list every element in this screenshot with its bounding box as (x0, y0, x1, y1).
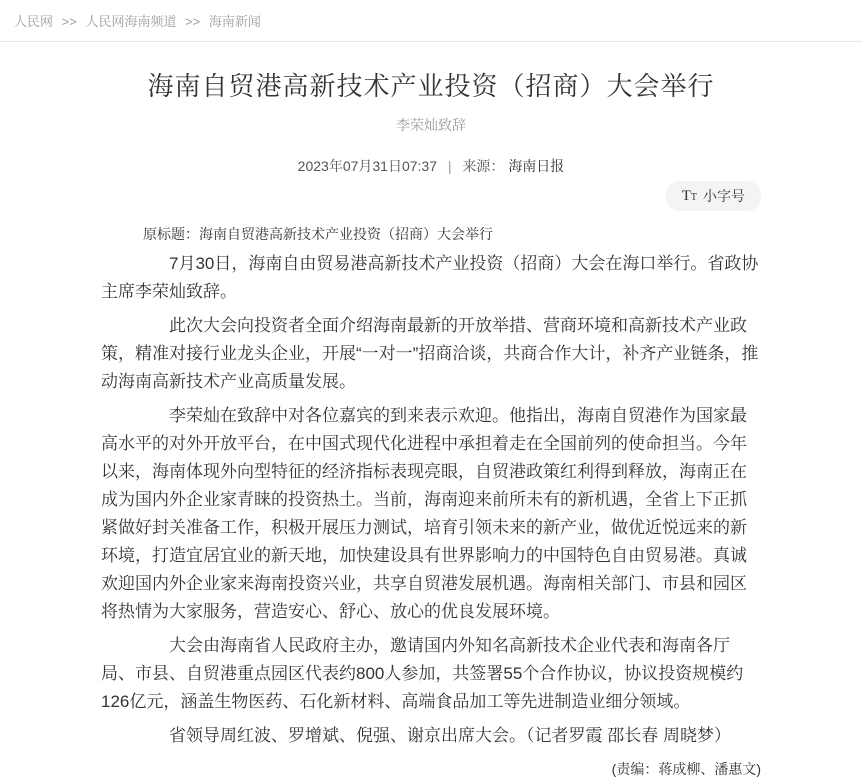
original-title-label: 原标题： (143, 226, 199, 242)
article-body (101, 250, 761, 750)
source-label: 来源： (462, 158, 505, 174)
editor-note: (责编：蒋成柳、潘惠文) (611, 761, 761, 777)
article-paragraph: 大会由海南省人民政府主办，邀请国内外知名高新技术企业代表和海南各厅局、市县、自贸港重点园区代表约800人参加，共签署55个合作协议，协议投资规模约126亿元，涵盖生物医药、石化新材料、高端食品加工等先进制造业细分领域。 (101, 636, 744, 711)
font-size-button-label: 小字号 (703, 188, 745, 204)
breadcrumb-link-hainan-news[interactable]: 海南新闻 (208, 14, 261, 29)
article-subtitle: 李荣灿致辞 (396, 117, 466, 133)
article-paragraph: 李荣灿在致辞中对各位嘉宾的到来表示欢迎。他指出，海南自贸港作为国家最高水平的对外开放平台，在中国式现代化进程中承担着走在全国前列的使命担当。今年以来，海南体现外向型特征的经济指标表现亮眼，自贸港政策红利得到释放，海南正在成为国内外企业家青睐的投资热土。当前，海南迎来前所未有的新机遇，全省上下正抓紧做好封关准备工作，积极开展压力测试，培育引领未来的新产业，做优近悦远来的新环境，打造宜居宜业的新天地，加快建设具有世界影响力的中国特色自由贸易港。真诚欢迎国内外企业家来海南投资兴业，共享自贸港发展机遇。海南相关部门、市县和园区将热情为大家服务，营造安心、舒心、放心的优良发展环境。 (101, 406, 747, 621)
meta-separator: | (447, 158, 452, 174)
font-size-button[interactable] (666, 181, 761, 211)
breadcrumb (0, 0, 862, 42)
original-title-line (101, 224, 761, 244)
article-title: 海南自贸港高新技术产业投资（招商）大会举行 (147, 71, 715, 101)
breadcrumb-separator: >> (185, 14, 201, 29)
breadcrumb-separator: >> (61, 14, 77, 29)
source-link[interactable]: 海南日报 (508, 158, 565, 174)
breadcrumb-link-hainan-channel[interactable]: 人民网海南频道 (85, 14, 177, 29)
article-paragraph: 7月30日，海南自由贸易港高新技术产业投资（招商）大会在海口举行。省政协主席李荣灿致辞。 (101, 254, 759, 301)
publish-date: 2023年07月31日07:37 (297, 158, 437, 174)
original-title-text: 海南自贸港高新技术产业投资（招商）大会举行 (199, 226, 493, 242)
font-size-icon: TT (681, 187, 697, 204)
article-paragraph: 此次大会向投资者全面介绍海南最新的开放举措、营商环境和高新技术产业政策，精准对接行业龙头企业，开展“一对一”招商洽谈，共商合作大计，补齐产业链条，推动海南高新技术产业高质量发展。 (101, 316, 759, 391)
article-toolbar (101, 181, 761, 211)
article-meta (101, 156, 761, 176)
article-paragraph: 省领导周红波、罗增斌、倪强、谢京出席大会。（记者罗霞 邵长春 周晓梦） (169, 726, 731, 745)
article-container (101, 68, 761, 779)
breadcrumb-link-peoples-net[interactable]: 人民网 (14, 14, 54, 29)
